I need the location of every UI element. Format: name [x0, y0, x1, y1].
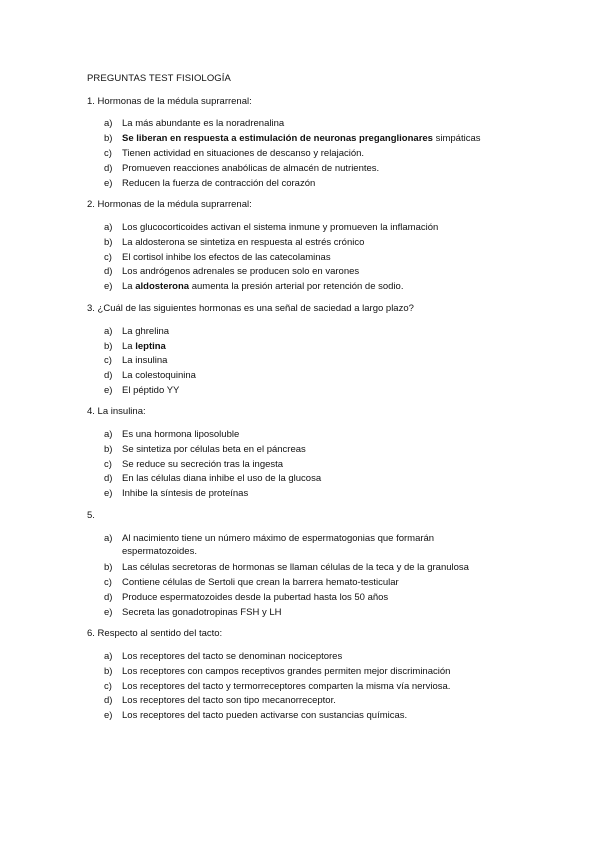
option-text: Promueven reacciones anabólicas de almacén de nutrientes. — [122, 163, 380, 174]
option-text: Contiene células de Sertoli que crean la barrera hemato-testicular — [122, 577, 399, 588]
question-3-stem: 3. ¿Cuál de las siguientes hormonas es una señal de saciedad a largo plazo? — [87, 303, 414, 314]
question-2-stem: 2. Hormonas de la médula suprarrenal: — [87, 199, 252, 210]
option-bold-text: aldosterona — [135, 281, 190, 292]
option-letter: b) — [104, 133, 113, 144]
option-letter: b) — [104, 341, 113, 352]
option-text: Reducen la fuerza de contracción del corazón — [122, 178, 316, 189]
option-text: Es una hormona liposoluble — [122, 429, 240, 440]
option-text: Los receptores del tacto son tipo mecanorreceptor. — [122, 695, 336, 706]
question-5-option-a — [104, 532, 504, 560]
option-letter: d) — [104, 163, 113, 174]
option-text: Las células secretoras de hormonas se llaman células de la teca y de la granulosa — [122, 562, 469, 573]
option-text: La — [122, 341, 136, 352]
option-letter: c) — [104, 459, 112, 470]
option-text: Secreta las gonadotropinas FSH y LH — [122, 607, 282, 618]
option-letter: c) — [104, 148, 112, 159]
option-bold-text: leptina — [135, 341, 166, 352]
option-text: En las células diana inhibe el uso de la glucosa — [122, 473, 322, 484]
option-letter: e) — [104, 607, 113, 618]
question-5-stem: 5. — [87, 510, 95, 521]
option-text: Inhibe la síntesis de proteínas — [122, 488, 249, 499]
option-text: Los receptores del tacto pueden activarse con sustancias químicas. — [122, 710, 408, 721]
option-text-tail: simpáticas — [432, 133, 481, 144]
option-text: Los receptores del tacto se denominan nociceptores — [122, 651, 343, 662]
option-letter: c) — [104, 355, 112, 366]
option-text: Al nacimiento tiene un número máximo de espermatogonias que formarán espermatozoides. — [122, 533, 435, 557]
option-letter: d) — [104, 473, 113, 484]
option-letter: e) — [104, 281, 113, 292]
option-letter: e) — [104, 710, 113, 721]
document-title: PREGUNTAS TEST FISIOLOGÍA — [87, 73, 231, 84]
option-text: Los receptores con campos receptivos grandes permiten mejor discriminación — [122, 666, 451, 677]
option-letter: e) — [104, 178, 113, 189]
option-letter: a) — [104, 429, 113, 440]
option-text: Tienen actividad en situaciones de descanso y relajación. — [122, 148, 365, 159]
option-text: Los glucocorticoides activan el sistema inmune y promueven la inflamación — [122, 222, 439, 233]
option-text: Los andrógenos adrenales se producen solo en varones — [122, 266, 360, 277]
option-text: La — [122, 281, 136, 292]
option-text: El péptido YY — [122, 385, 180, 396]
option-letter: b) — [104, 237, 113, 248]
option-letter: e) — [104, 488, 113, 499]
option-text: Los receptores del tacto y termorreceptores comparten la misma vía nerviosa. — [122, 681, 451, 692]
option-text: La ghrelina — [122, 326, 170, 337]
option-text: Produce espermatozoides desde la pubertad hasta los 50 años — [122, 592, 389, 603]
question-1-stem: 1. Hormonas de la médula suprarrenal: — [87, 96, 252, 107]
question-4-stem: 4. La insulina: — [87, 406, 146, 417]
option-text: El cortisol inhibe los efectos de las catecolaminas — [122, 252, 331, 263]
option-text: La más abundante es la noradrenalina — [122, 118, 285, 129]
option-letter: d) — [104, 266, 113, 277]
option-letter: d) — [104, 695, 113, 706]
option-letter: a) — [104, 222, 113, 233]
option-text: Se sintetiza por células beta en el páncreas — [122, 444, 306, 455]
option-text-tail: aumenta la presión arterial por retención de sodio. — [189, 281, 404, 292]
option-letter: a) — [104, 651, 113, 662]
option-letter: d) — [104, 370, 113, 381]
option-letter: b) — [104, 666, 113, 677]
option-letter: c) — [104, 577, 112, 588]
option-text: La aldosterona se sintetiza en respuesta al estrés crónico — [122, 237, 365, 248]
option-letter: b) — [104, 444, 113, 455]
option-letter: c) — [104, 252, 112, 263]
option-letter: e) — [104, 385, 113, 396]
option-text: Se reduce su secreción tras la ingesta — [122, 459, 284, 470]
option-letter: d) — [104, 592, 113, 603]
option-letter: a) — [104, 326, 113, 337]
option-letter: c) — [104, 681, 112, 692]
option-bold-text: Se liberan en respuesta a estimulación de neuronas preganglionares — [122, 133, 433, 144]
option-letter: b) — [104, 562, 113, 573]
option-text: La colestoquinina — [122, 370, 196, 381]
question-6-stem: 6. Respecto al sentido del tacto: — [87, 628, 223, 639]
option-letter: a) — [104, 118, 113, 129]
option-text: La insulina — [122, 355, 168, 366]
option-letter: a) — [104, 533, 113, 544]
